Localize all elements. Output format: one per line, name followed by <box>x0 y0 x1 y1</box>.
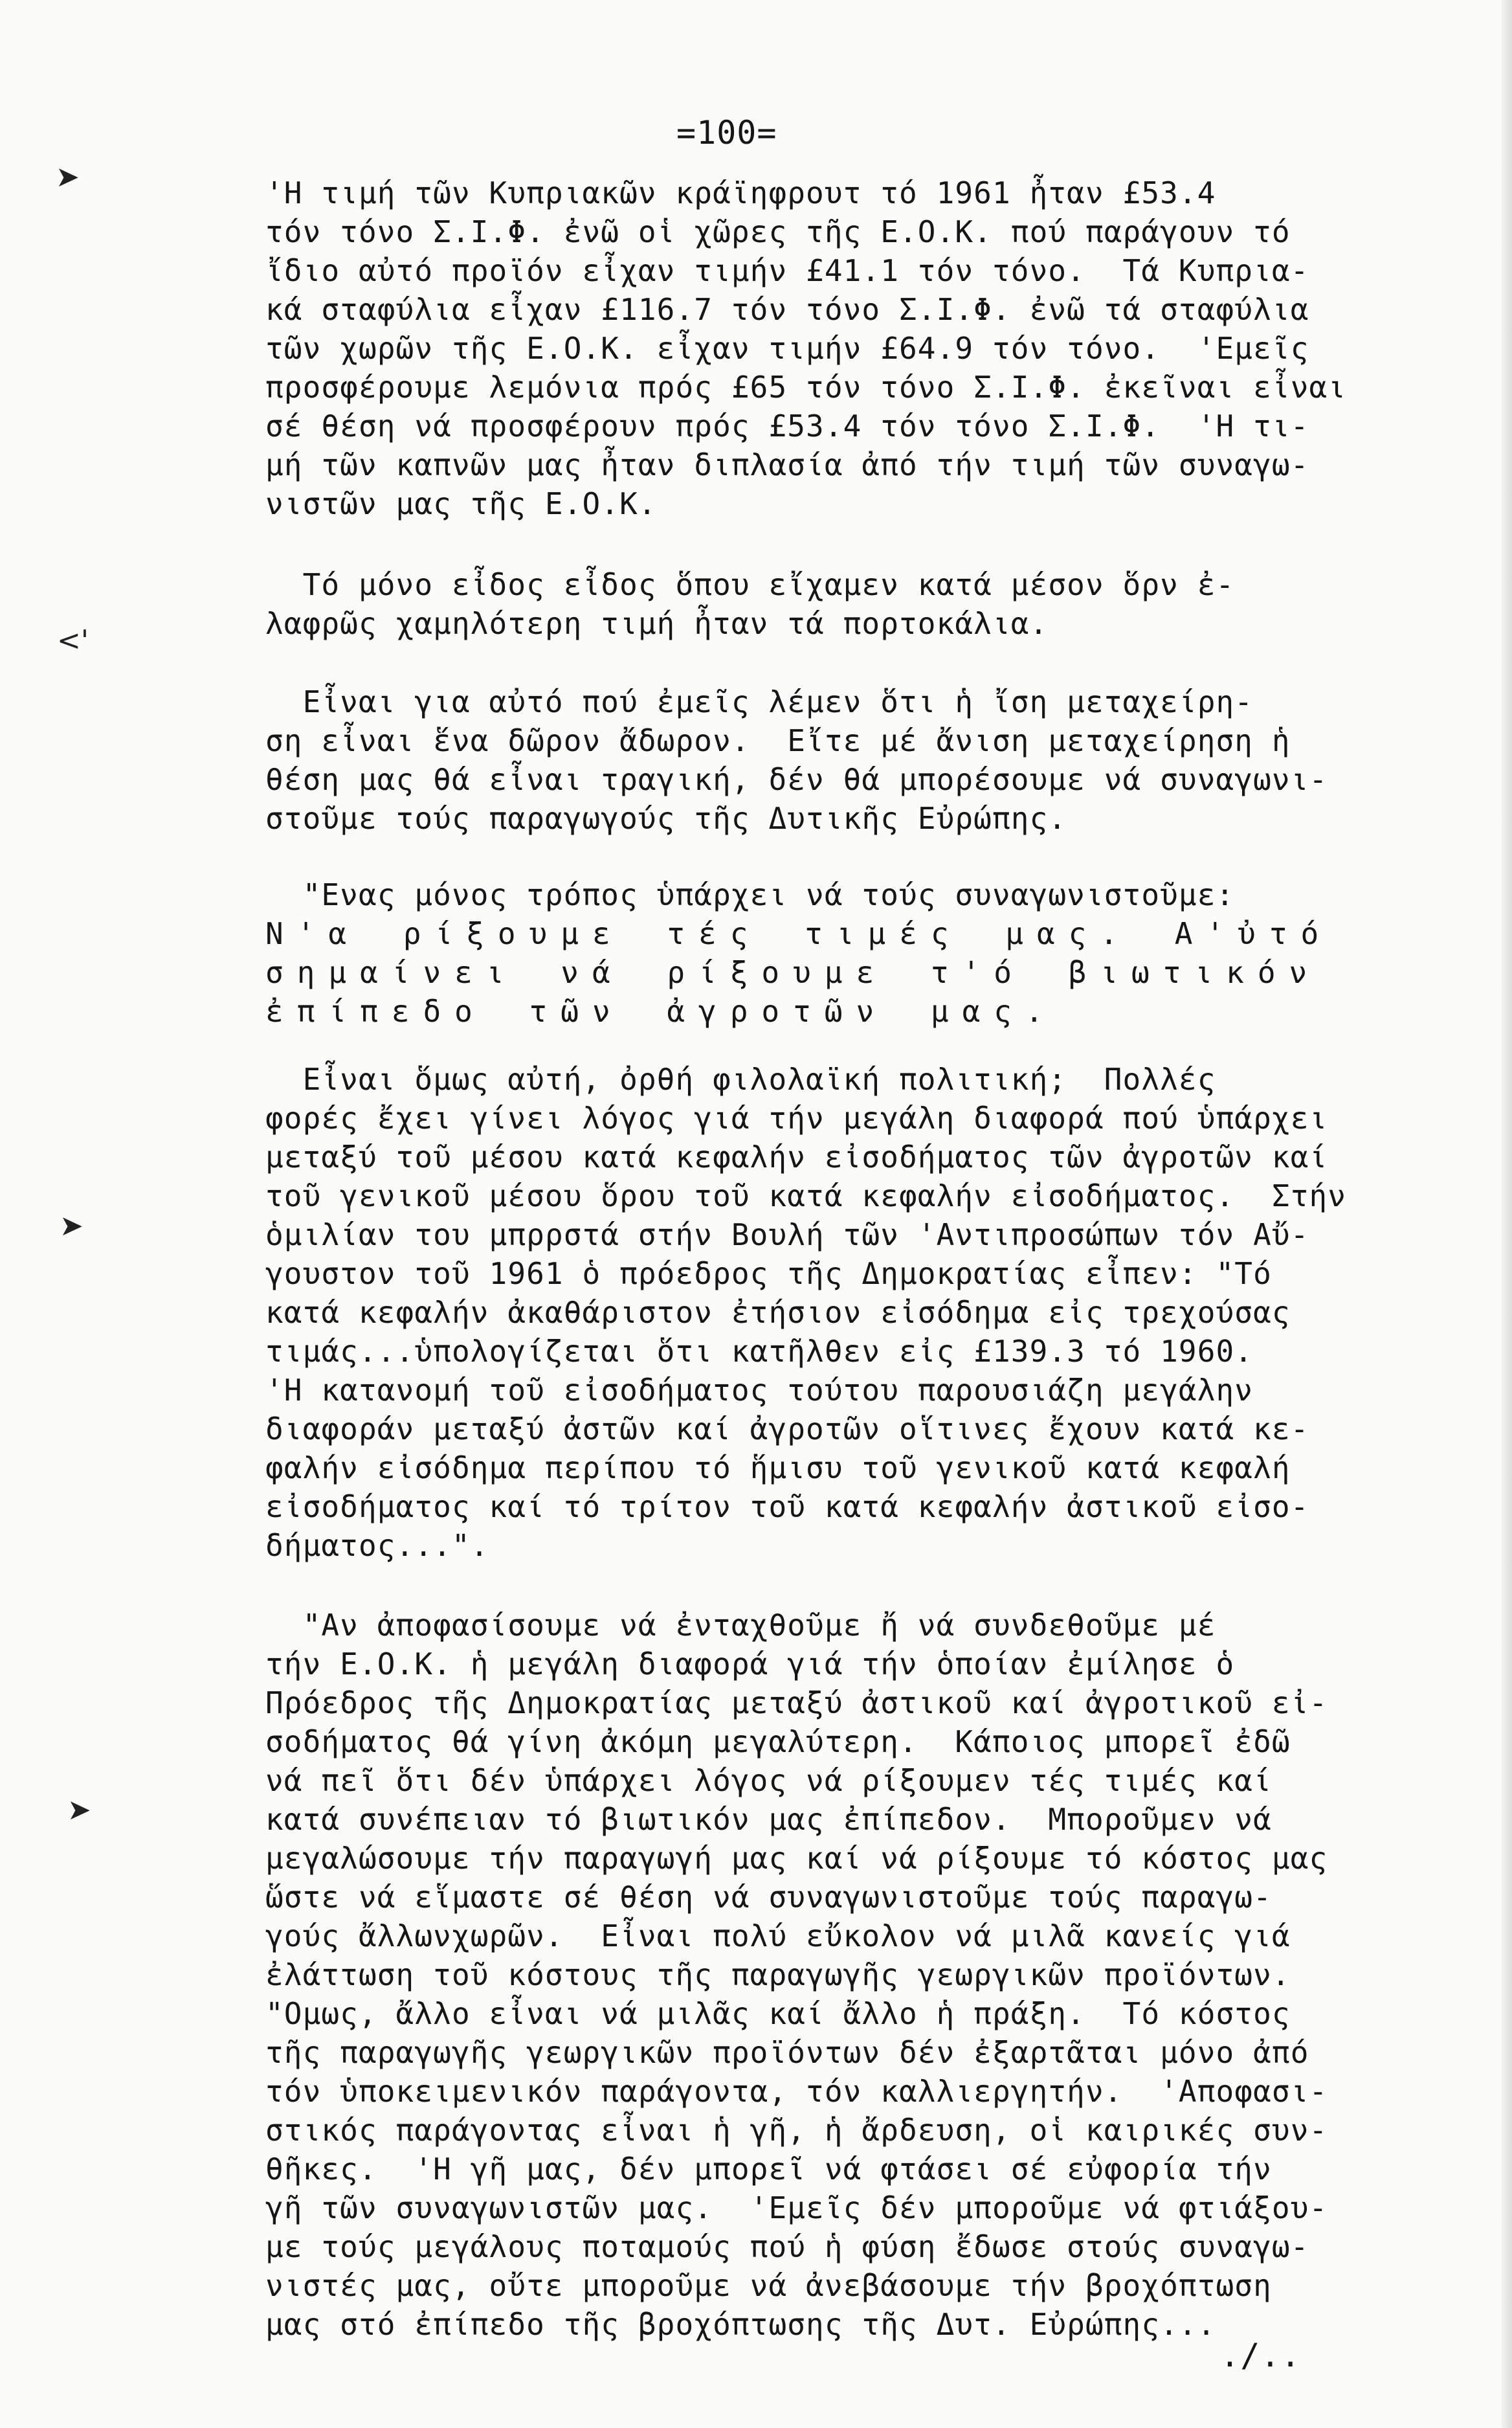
paragraph-eec-accession <box>265 1606 1469 2344</box>
text-line: Τό μόνο εἶδος εἶδος ὅπου εἴχαμεν κατά μέσον ὅρν ἐ- <box>265 567 1235 602</box>
text-line: με τούς μεγάλους ποταμούς πού ἡ φύση ἔδωσε στούς συναγω- <box>265 2229 1309 2264</box>
text-line: νά πεῖ ὅτι δέν ὑπάρχει λόγος νά ρίξουμεν τές τιμές καί <box>265 1763 1272 1798</box>
text-line: ὁμιλίαν του μπρρστά στήν Βουλή τῶν 'Αντιπροσώπων τόν Αὔ- <box>265 1217 1309 1252</box>
text-line: γῆ τῶν συναγωνιστῶν μας. 'Εμεῖς δέν μποροῦμε νά φτιάξου- <box>265 2190 1328 2225</box>
text-line: μεγαλώσουμε τήν παραγωγή μας καί νά ρίξουμε τό κόστος μας <box>265 1841 1328 1876</box>
text-line: "Ενας μόνος τρόπος ὑπάρχει νά τούς συναγωνιστοῦμε: <box>265 877 1235 912</box>
text-line: προσφέρουμε λεμόνια πρός £65 τόν τόνο Σ.Ι.Φ. ἐκεῖναι εἶναι <box>265 370 1347 405</box>
continuation-mark: ./.. <box>1220 2337 1301 2374</box>
text-line: νιστές μας, οὔτε μποροῦμε νά ἀνεβάσουμε τήν βροχόπτωση <box>265 2268 1272 2303</box>
binding-mark-icon: ➤ <box>67 1793 91 1827</box>
text-line: 'Η κατανομή τοῦ εἰσοδήματος τούτου παρουσιάζη μεγάλην <box>265 1373 1254 1408</box>
text-line: "Αν ἀποφασίσουμε νά ἐνταχθοῦμε ἤ νά συνδεθοῦμε μέ <box>265 1608 1216 1643</box>
text-line: Ν'α ρίξουμε τές τιμές μας. Α'ὐτό <box>265 916 1333 951</box>
text-line: νιστῶν μας τῆς Ε.Ο.Κ. <box>265 486 657 521</box>
text-line: τήν Ε.Ο.Κ. ἡ μεγάλη διαφορά γιά τήν ὁποίαν ἐμίλησε ὁ <box>265 1647 1235 1681</box>
text-line: τῆς παραγωγῆς γεωργικῶν προϊόντων δέν ἐξαρτᾶται μόνο ἀπό <box>265 2035 1309 2070</box>
text-line: σέ θέση νά προσφέρουν πρός £53.4 τόν τόνο Σ.Ι.Φ. 'Η τι- <box>265 409 1309 444</box>
text-line: Εἶναι ὅμως αὐτή, ὀρθή φιλολαϊκή πολιτική; Πολλές <box>265 1062 1216 1097</box>
paragraph-prices <box>265 174 1469 523</box>
text-line: τοῦ γενικοῦ μέσου ὅρου τοῦ κατά κεφαλήν εἰσοδήματος. Στήν <box>265 1178 1347 1213</box>
text-line: γούς ἄλλωνχωρῶν. Εἶναι πολύ εὔκολον νά μιλᾶ κανείς γιά <box>265 1918 1291 1953</box>
text-line: σημαίνει νά ρίξουμε τ'ό βιωτικόν <box>265 955 1321 990</box>
text-line: ἐλάττωση τοῦ κόστους τῆς παραγωγῆς γεωργικῶν προϊόντων. <box>265 1957 1291 1992</box>
text-line: τόν τόνο Σ.Ι.Φ. ἐνῶ οἱ χῶρες τῆς Ε.Ο.Κ. πού παράγουν τό <box>265 214 1291 249</box>
paragraph-oranges <box>265 565 1469 643</box>
text-line: Πρόεδρος τῆς Δημοκρατίας μεταξύ ἀστικοῦ καί ἀγροτικοῦ εἰ- <box>265 1685 1328 1720</box>
text-line: ἐπίπεδο τῶν ἀγροτῶν μας. <box>265 994 1057 1029</box>
text-line: ση εἶναι ἕνα δῶρον ἄδωρον. Εἴτε μέ ἄνιση μεταχείρηση ἡ <box>265 723 1291 758</box>
text-line: κατά κεφαλήν ἀκαθάριστον ἐτήσιον εἰσόδημα εἰς τρεχούσας <box>265 1295 1291 1330</box>
paragraph-emphasis <box>265 914 1469 1031</box>
binding-mark-icon: <' <box>57 624 89 657</box>
binding-mark-icon: ➤ <box>60 1209 83 1242</box>
text-line: ὥστε νά εἵμαστε σέ θέση νά συναγωνιστοῦμε τούς παραγω- <box>265 1880 1272 1915</box>
paragraph-income <box>265 1060 1469 1565</box>
text-line: θῆκες. 'Η γῆ μας, δέν μπορεῖ νά φτάσει σέ εὐφορία τήν <box>265 2152 1272 2186</box>
text-line: γουστον τοῦ 1961 ὁ πρόεδρος τῆς Δημοκρατίας εἶπεν: "Τό <box>265 1256 1272 1291</box>
text-line: τόν ὑποκειμενικόν παράγοντα, τόν καλλιεργητήν. 'Αποφασι- <box>265 2074 1328 2109</box>
text-line: εἰσοδήματος καί τό τρίτον τοῦ κατά κεφαλήν ἀστικοῦ εἰσο- <box>265 1489 1309 1524</box>
text-line: στικός παράγοντας εἶναι ἡ γῆ, ἡ ἄρδευση, οἱ καιρικές συν- <box>265 2113 1328 2148</box>
binding-mark-icon: ➤ <box>56 161 80 194</box>
text-line: "Ομως, ἄλλο εἶναι νά μιλᾶς καί ἄλλο ἡ πράξη. Τό κόστος <box>265 1996 1291 2031</box>
text-line: μεταξύ τοῦ μέσου κατά κεφαλήν εἰσοδήματος τῶν ἀγροτῶν καί <box>265 1140 1328 1175</box>
paragraph-equal-treatment <box>265 682 1469 838</box>
text-line: φαλήν εἰσόδημα περίπου τό ἥμισυ τοῦ γενικοῦ κατά κεφαλή <box>265 1450 1291 1485</box>
text-line: μας στό ἐπίπεδο τῆς βροχόπτωσης τῆς Δυτ. Εὐρώπης... <box>265 2307 1216 2342</box>
text-line: 'Η τιμή τῶν Κυπριακῶν κράϊηφρουτ τό 1961 ἦταν £53.4 <box>265 175 1216 210</box>
paragraph-one-way <box>265 875 1469 914</box>
text-line: τιμάς...ὑπολογίζεται ὅτι κατῆλθεν εἰς £139.3 τό 1960. <box>265 1334 1254 1369</box>
text-line: κατά συνέπειαν τό βιωτικόν μας ἐπίπεδον. Μποροῦμεν νά <box>265 1802 1272 1837</box>
text-line: διαφοράν μεταξύ ἀστῶν καί ἀγροτῶν οἵτινες ἔχουν κατά κε- <box>265 1411 1309 1446</box>
text-line: ἴδιο αὐτό προϊόν εἶχαν τιμήν £41.1 τόν τόνο. Τά Κυπρια- <box>265 253 1309 288</box>
text-line: λαφρῶς χαμηλότερη τιμή ἦταν τά πορτοκάλια. <box>265 606 1049 641</box>
text-line: θέση μας θά εἶναι τραγική, δέν θά μπορέσουμε νά συναγωνι- <box>265 762 1328 797</box>
text-line: στοῦμε τούς παραγωγούς τῆς Δυτικῆς Εὐρώπης. <box>265 801 1067 836</box>
text-line: σοδήματος θά γίνη ἀκόμη μεγαλύτερη. Κάποιος μπορεῖ ἐδῶ <box>265 1724 1291 1759</box>
text-line: Εἶναι για αὐτό πού ἐμεῖς λέμεν ὅτι ἡ ἴση μεταχείρη- <box>265 684 1254 719</box>
page-number: =100= <box>676 114 777 152</box>
text-line: κά σταφύλια εἶχαν £116.7 τόν τόνο Σ.Ι.Φ. ἐνῶ τά σταφύλια <box>265 292 1309 327</box>
text-line: δήματος...". <box>265 1528 489 1563</box>
text-line: μή τῶν καπνῶν μας ἦταν διπλασία ἀπό τήν τιμή τῶν συναγω- <box>265 447 1309 482</box>
text-line: τῶν χωρῶν τῆς Ε.Ο.Κ. εἶχαν τιμήν £64.9 τόν τόνο. 'Εμεῖς <box>265 331 1309 366</box>
text-line: φορές ἔχει γίνει λόγος γιά τήν μεγάλη διαφορά πού ὑπάρχει <box>265 1101 1328 1136</box>
page-edge <box>1502 0 1512 2428</box>
